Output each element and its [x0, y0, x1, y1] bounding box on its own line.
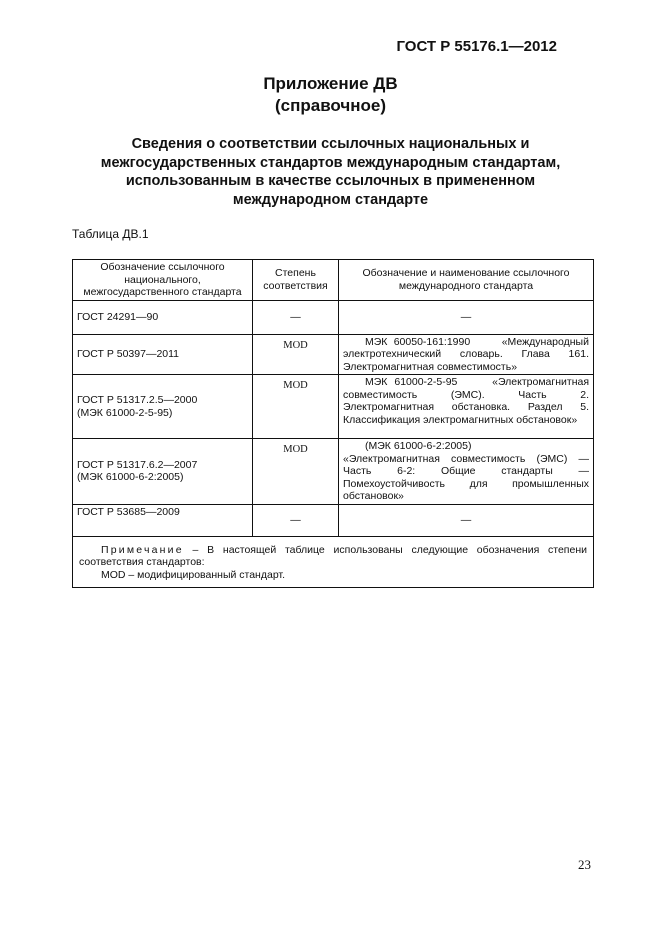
international-ref: МЭК 61000-2-5-95 [365, 376, 458, 388]
page-number: 23 [578, 857, 591, 872]
international-cell [339, 334, 594, 375]
national-sub: (МЭК 61000-6-2:2005) [77, 471, 184, 484]
table-note-row [73, 536, 594, 588]
national-cell [73, 504, 253, 536]
standards-table [72, 259, 594, 588]
table-row [73, 300, 594, 334]
table-label: Таблица ДВ.1 [72, 227, 149, 241]
national-code: ГОСТ Р 51317.2.5—2000 [77, 394, 198, 406]
header-national: Обозначение ссылочного национального, межгосударственного стандарта [73, 260, 253, 301]
appendix-title: Приложение ДВ [263, 74, 398, 93]
international-cell [339, 375, 594, 439]
note-mod-definition: MOD – модифицированный стандарт. [101, 568, 285, 581]
degree-cell: MOD [253, 439, 339, 505]
national-code: ГОСТ Р 51317.6.2—2007 [77, 458, 198, 471]
national-sub: (МЭК 61000-2-5-95) [77, 406, 173, 419]
international-title: «Электромагнитная совместимость (ЭМС) — Часть 6-2: Общие стандарты — Помехоустойчивость для промышленных обстановок» [343, 452, 589, 502]
table-note [73, 536, 594, 588]
national-cell [73, 375, 253, 439]
note-text [79, 544, 587, 569]
note-body: – В настоящей таблице использованы следующие обозначения степени соответствия стандартов: [79, 543, 587, 568]
table-row [73, 375, 594, 439]
header-degree: Степень соответствия [253, 260, 339, 301]
table-row [73, 504, 594, 536]
national-cell [73, 334, 253, 375]
national-code: ГОСТ 24291—90 [77, 310, 159, 323]
international-cell: — [339, 300, 594, 334]
degree-cell: — [253, 504, 339, 536]
table-row [73, 439, 594, 505]
section-heading: Сведения о соответствии ссылочных национальных и межгосударственных стандартов международным стандартам, использованным в качестве ссылочных в примененном международном стандарте [100, 136, 561, 208]
table-row [73, 334, 594, 375]
degree-cell: — [253, 300, 339, 334]
national-code: ГОСТ Р 53685—2009 [77, 505, 180, 518]
international-title: «Электромагнитная совместимость (ЭМС). Часть 2. Электромагнитная обстановка. Раздел 5. Классификация электромагнитных обстановок» [343, 376, 590, 426]
national-code: ГОСТ Р 50397—2011 [77, 348, 180, 360]
note-label: Примечание [101, 543, 184, 556]
degree-cell: MOD [253, 375, 339, 439]
appendix-title-block [0, 73, 661, 117]
national-cell [73, 439, 253, 505]
international-title: «Международный электротехнический словарь. Глава 161. Электромагнитная совместимость» [343, 335, 589, 373]
international-ref: МЭК 60050-161:1990 [365, 335, 471, 348]
header-international: Обозначение и наименование ссылочного международного стандарта [339, 260, 594, 301]
international-ref: (МЭК 61000-6-2:2005) [365, 440, 472, 452]
appendix-subtitle: (справочное) [274, 96, 387, 115]
degree-cell: MOD [253, 334, 339, 375]
document-code: ГОСТ Р 55176.1—2012 [396, 38, 557, 55]
international-cell [339, 439, 594, 505]
table-header-row [73, 260, 594, 301]
international-cell: — [339, 504, 594, 536]
national-cell [73, 300, 253, 334]
